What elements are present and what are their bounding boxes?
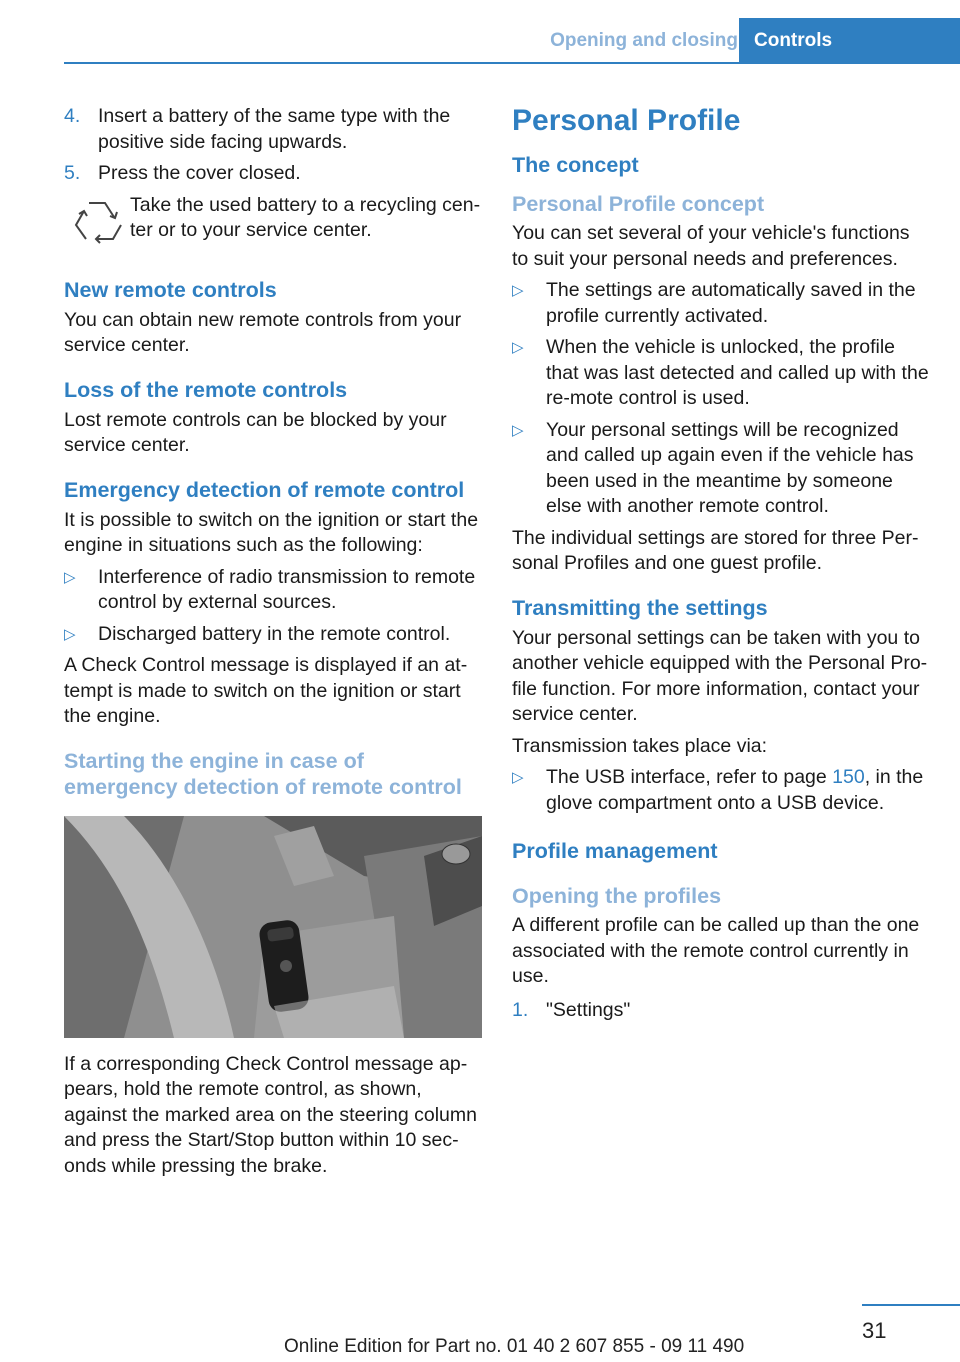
list-item [512,418,930,520]
bullet-icon: ▷ [64,625,76,643]
header-section-title: Opening and closing [550,30,738,51]
list-item-text: Your personal settings will be recognized and called up again even if the vehicle has been used in the meantime by someone else with another remote control. [546,418,914,517]
footer-edition: Online Edition for Part no. 01 40 2 607 855 - 09 11 490 [284,1336,745,1357]
list-item [64,622,482,648]
step-number: 4. [64,105,81,127]
heading-the-concept: The concept [512,153,639,177]
bullet-icon: ▷ [64,568,76,586]
list-item [512,765,930,816]
header-tab-controls: Controls [739,18,960,62]
paragraph: It is possible to switch on the ignition or start the engine in situations such as the following: [64,508,479,556]
paragraph: Transmission takes place via: [512,734,768,757]
step-1 [512,998,930,1024]
page-link-150[interactable]: 150 [832,766,865,788]
heading-new-remote-controls: New remote controls [64,277,277,302]
heading-starting-engine-emergency: Starting the engine in case of emergency detection of remote control [64,748,462,799]
heading-profile-management: Profile management [512,839,718,863]
heading-transmitting-settings: Transmitting the settings [512,595,768,620]
usb-text-pre: The USB interface, refer to page [546,766,833,788]
footer-rule [862,1304,960,1306]
list-item-text: Interference of radio transmission to remote control by external sources. [98,565,476,613]
usb-text-post: , in the glove compartment onto a USB device. [546,766,924,814]
recycling-note-text: Take the used battery to a recycling cen-ter or to your service center. [130,193,481,241]
heading-loss-of-remote-controls: Loss of the remote controls [64,377,348,402]
paragraph: You can set several of your vehicle's functions to suit your personal needs and preferences. [512,222,910,270]
heading-opening-profiles: Opening the profiles [512,884,722,908]
paragraph: The individual settings are stored for three Per-sonal Profiles and one guest profile. [512,526,919,574]
right-column [512,104,930,1029]
paragraph: You can obtain new remote controls from your service center. [64,308,462,356]
paragraph: A Check Control message is displayed if an at-tempt is made to switch on the ignition or start the engine. [64,654,468,727]
step-text: "Settings" [546,998,631,1021]
paragraph: A different profile can be called up than the one associated with the remote control currently in use. [512,914,920,987]
bullet-icon: ▷ [512,769,524,786]
steering-column-remote-photo [64,816,482,1038]
step-text: Press the cover closed. [98,162,301,184]
list-item [512,278,930,329]
header-rule [64,62,960,64]
list-item-text: Discharged battery in the remote control. [98,622,451,645]
recycling-note [64,193,482,259]
step-number: 5. [64,162,81,184]
bullet-icon: ▷ [512,421,524,439]
step-number: 1. [512,998,529,1021]
paragraph: Lost remote controls can be blocked by your service center. [64,408,447,456]
page-number: 31 [862,1318,887,1343]
bullet-icon: ▷ [512,282,524,299]
step-4 [64,104,482,155]
list-item [64,565,482,616]
heading-personal-profile-concept: Personal Profile concept [512,192,765,216]
left-column [64,104,482,1185]
list-item-text: When the vehicle is unlocked, the profile that was last detected and called up with the re-mote control is used. [546,336,929,409]
paragraph: Your personal settings can be taken with you to another vehicle equipped with the Personal Pro-file function. For more information, contact your service center. [512,626,928,725]
heading-emergency-detection: Emergency detection of remote control [64,477,465,502]
list-item [512,335,930,412]
paragraph: If a corresponding Check Control message ap-pears, hold the remote control, as shown, against the marked area on the steering column and press the Start/Stop button within 10 sec-onds while pressing the brake. [64,1052,477,1177]
list-item-text [546,765,930,816]
step-text: Insert a battery of the same type with the positive side facing upwards. [98,105,451,153]
recycling-icon [64,193,130,259]
bullet-icon: ▷ [512,339,524,356]
heading-personal-profile: Personal Profile [512,104,741,137]
list-item-text: The settings are automatically saved in the profile currently activated. [546,279,916,327]
step-5 [64,161,482,187]
